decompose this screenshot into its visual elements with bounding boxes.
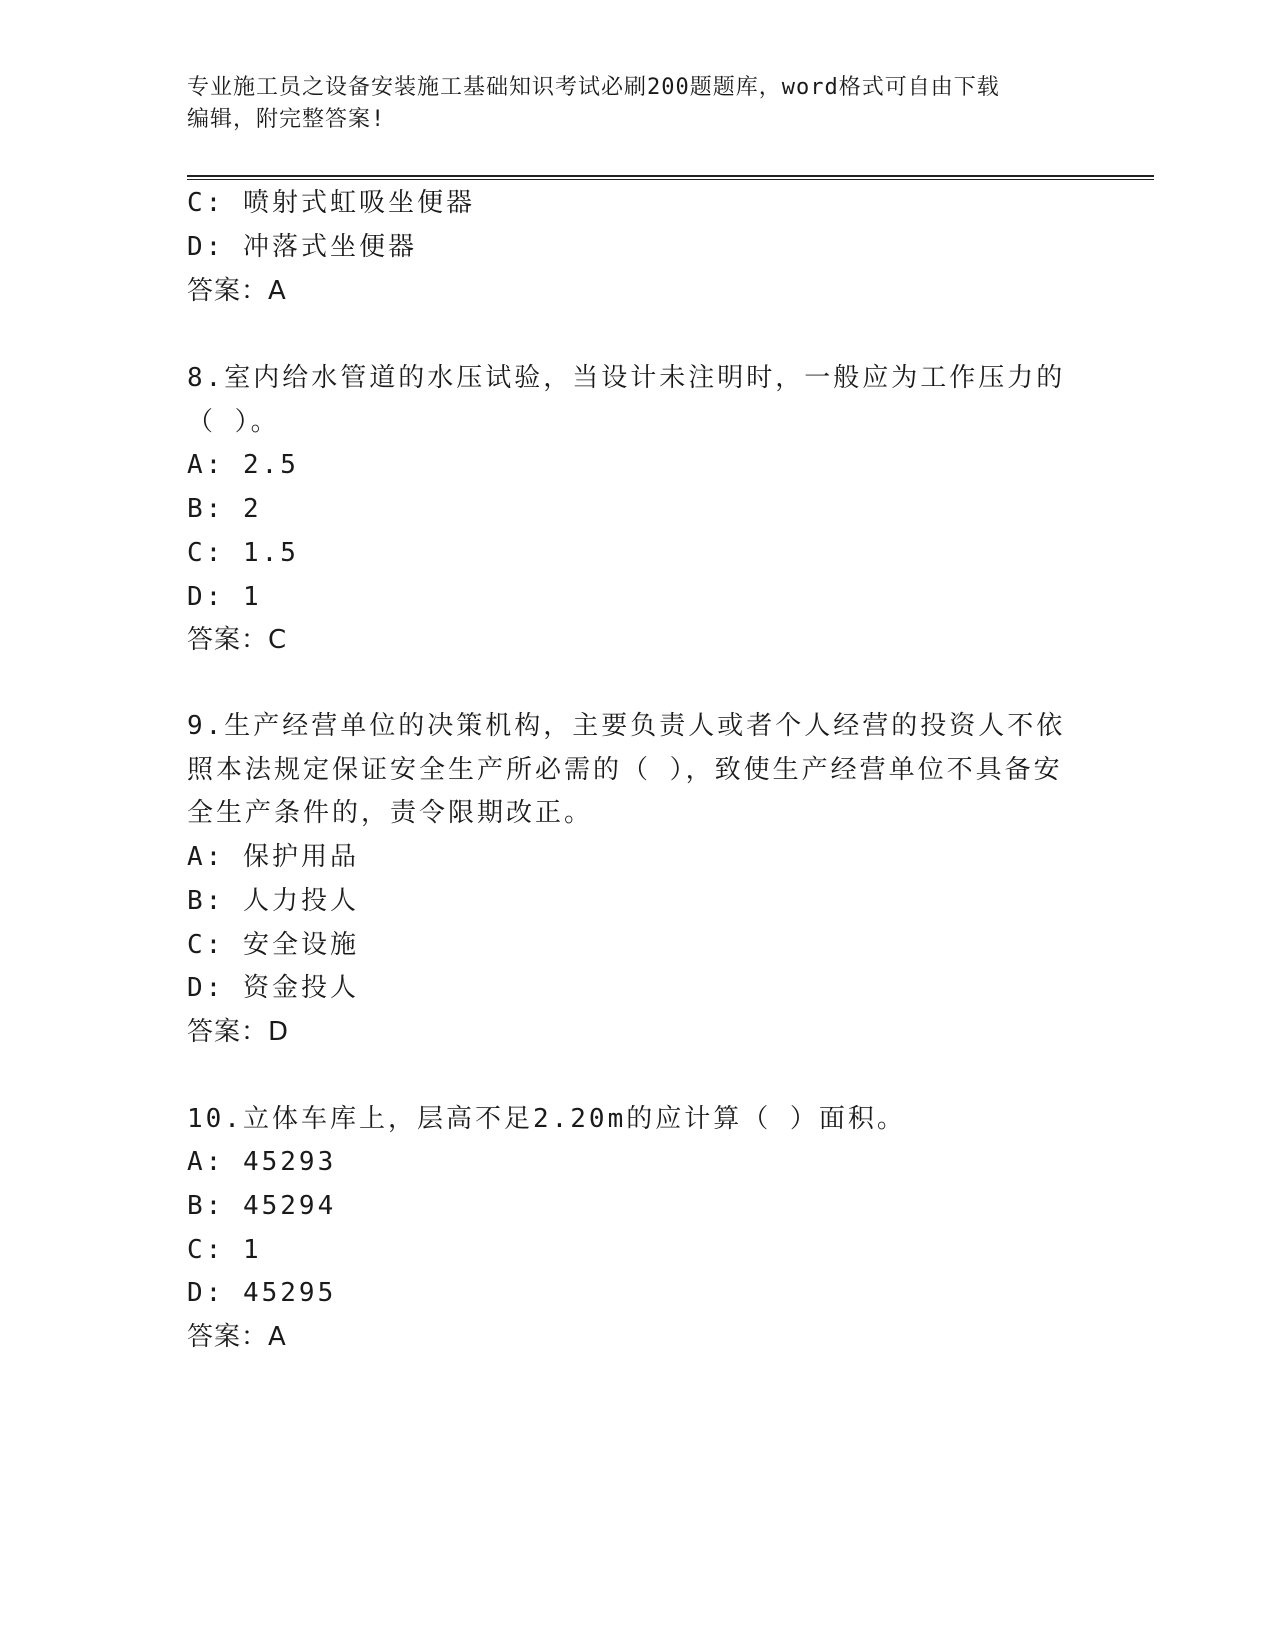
q8-option-c: C: 1.5	[187, 538, 299, 568]
prev-answer: 答案：A	[187, 276, 287, 306]
q10-option-c: C: 1	[187, 1235, 262, 1265]
q10-stem-line-1: 10.立体车库上，层高不足2.20m的应计算（ ）面积。	[187, 1104, 906, 1134]
q8-option-d: D: 1	[187, 582, 262, 612]
prev-option-c: C: 喷射式虹吸坐便器	[187, 188, 475, 218]
prev-option-d: D: 冲落式坐便器	[187, 232, 417, 262]
q10-answer: 答案：A	[187, 1322, 287, 1352]
q9-stem-line-2: 照本法规定保证安全生产所必需的（ ），致使生产经营单位不具备安	[187, 755, 1063, 785]
header-divider	[187, 175, 1154, 180]
q9-answer: 答案：D	[187, 1017, 290, 1047]
q10-option-d: D: 45295	[187, 1278, 337, 1308]
q8-answer: 答案：C	[187, 625, 288, 655]
q9-option-d: D: 资金投人	[187, 973, 359, 1003]
document-header	[187, 72, 1067, 136]
q10-option-a: A: 45293	[187, 1147, 337, 1177]
q10-option-b: B: 45294	[187, 1191, 337, 1221]
q8-option-b: B: 2	[187, 494, 262, 524]
q9-option-a: A: 保护用品	[187, 842, 359, 872]
q8-stem-line-1: 8.室内给水管道的水压试验，当设计未注明时，一般应为工作压力的	[187, 363, 1066, 393]
q8-stem-line-2: （ ）。	[187, 407, 280, 437]
q9-stem-line-1: 9.生产经营单位的决策机构，主要负责人或者个人经营的投资人不依	[187, 711, 1066, 741]
header-line-1: 专业施工员之设备安装施工基础知识考试必刷200题题库，word格式可自由下载	[187, 75, 1000, 100]
q9-stem-line-3: 全生产条件的，责令限期改正。	[187, 798, 594, 828]
q9-option-b: B: 人力投人	[187, 886, 359, 916]
q9-option-c: C: 安全设施	[187, 930, 359, 960]
q8-option-a: A: 2.5	[187, 450, 299, 480]
header-line-2: 编辑，附完整答案!	[187, 107, 386, 132]
